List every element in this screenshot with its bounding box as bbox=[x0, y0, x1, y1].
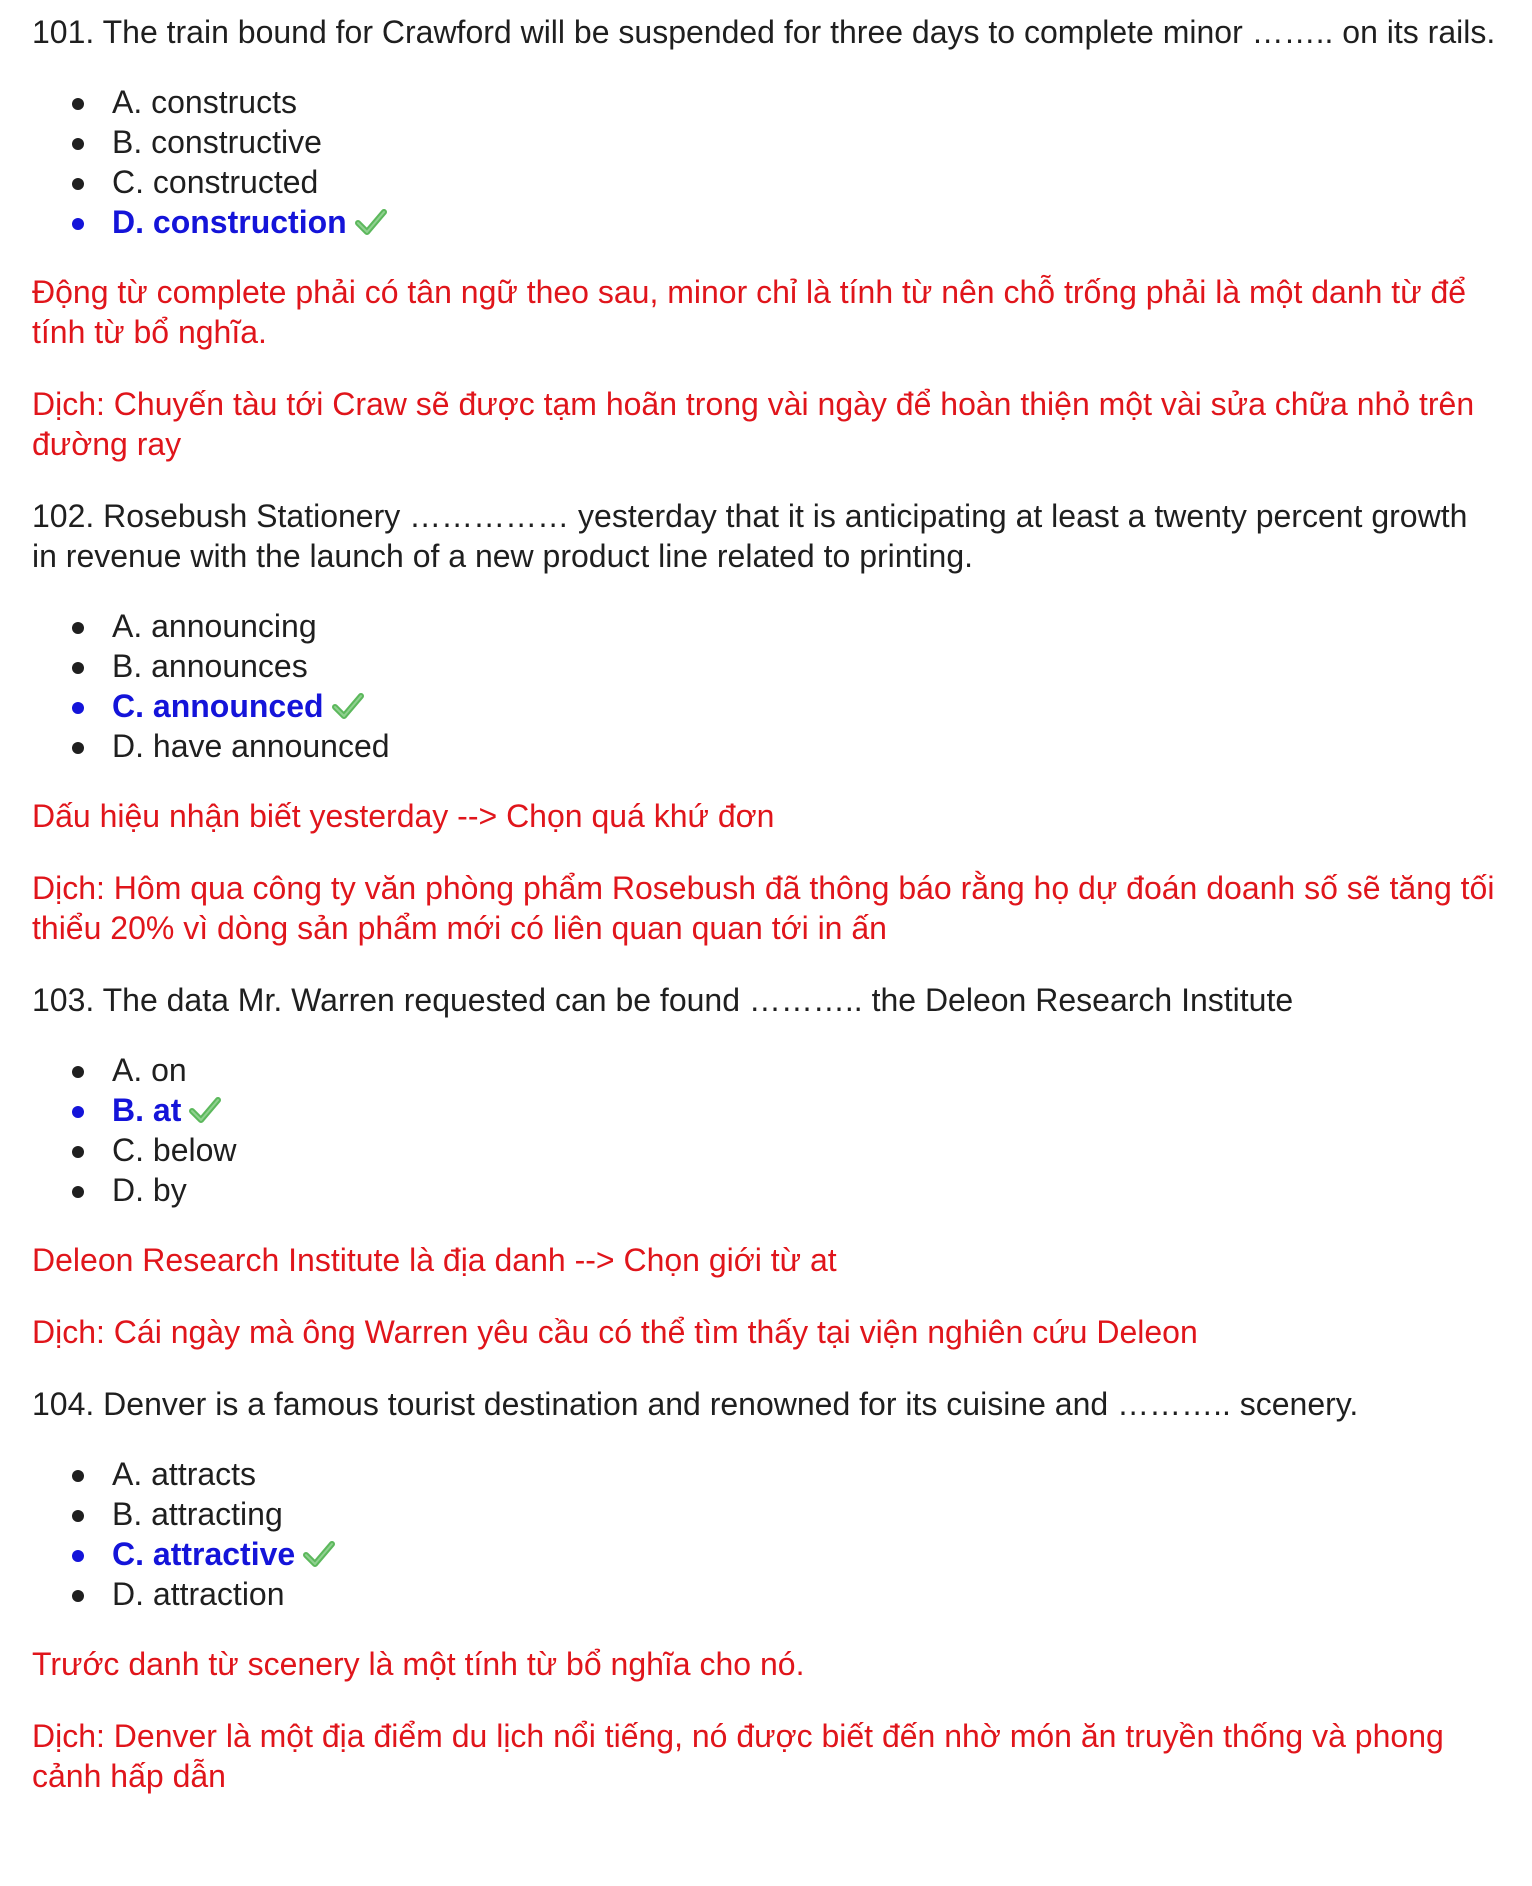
option-list bbox=[32, 82, 1500, 242]
translation: Dịch: Hôm qua công ty văn phòng phẩm Rosebush đã thông báo rằng họ dự đoán doanh số sẽ tăng tối thiểu 20% vì dòng sản phẩm mới có liên quan quan tới in ấn bbox=[32, 870, 1495, 946]
option-a bbox=[112, 1050, 1500, 1090]
explanation: Dấu hiệu nhận biết yesterday --> Chọn quá khứ đơn bbox=[32, 798, 775, 834]
option-label: B. constructive bbox=[112, 124, 322, 160]
question-text: 101. The train bound for Crawford will be suspended for three days to complete minor …….. on its rails. bbox=[32, 14, 1496, 50]
question-103 bbox=[32, 980, 1500, 1352]
option-label: D. have announced bbox=[112, 728, 390, 764]
translation: Dịch: Cái ngày mà ông Warren yêu cầu có thể tìm thấy tại viện nghiên cứu Deleon bbox=[32, 1314, 1198, 1350]
option-label: C. announced bbox=[112, 688, 324, 724]
option-label: C. constructed bbox=[112, 164, 319, 200]
option-label: A. attracts bbox=[112, 1456, 257, 1492]
option-b bbox=[112, 1494, 1500, 1534]
option-a bbox=[112, 1454, 1500, 1494]
check-icon bbox=[332, 692, 364, 720]
option-d bbox=[112, 1170, 1500, 1210]
option-c-correct bbox=[112, 1534, 1500, 1574]
translation: Dịch: Denver là một địa điểm du lịch nổi tiếng, nó được biết đến nhờ món ăn truyền thống và phong cảnh hấp dẫn bbox=[32, 1718, 1444, 1794]
option-label: D. by bbox=[112, 1172, 187, 1208]
check-icon bbox=[355, 208, 387, 236]
explanation: Trước danh từ scenery là một tính từ bổ nghĩa cho nó. bbox=[32, 1646, 805, 1682]
option-list bbox=[32, 1454, 1500, 1614]
option-label: B. attracting bbox=[112, 1496, 283, 1532]
option-b bbox=[112, 122, 1500, 162]
option-c bbox=[112, 1130, 1500, 1170]
option-label: A. on bbox=[112, 1052, 187, 1088]
option-label: A. constructs bbox=[112, 84, 297, 120]
translation: Dịch: Chuyến tàu tới Craw sẽ được tạm hoãn trong vài ngày để hoàn thiện một vài sửa chữa nhỏ trên đường ray bbox=[32, 386, 1475, 462]
check-icon bbox=[189, 1096, 221, 1124]
question-text: 104. Denver is a famous tourist destination and renowned for its cuisine and ……….. scenery. bbox=[32, 1386, 1359, 1422]
option-a bbox=[112, 82, 1500, 122]
question-text: 102. Rosebush Stationery …………… yesterday that it is anticipating at least a twenty percent growth in revenue with the launch of a new product line related to printing. bbox=[32, 498, 1468, 574]
option-label: B. at bbox=[112, 1092, 182, 1128]
question-text: 103. The data Mr. Warren requested can be found ……….. the Deleon Research Institute bbox=[32, 982, 1294, 1018]
option-c-correct bbox=[112, 686, 1500, 726]
option-list bbox=[32, 1050, 1500, 1210]
question-104 bbox=[32, 1384, 1500, 1796]
check-icon bbox=[303, 1540, 335, 1568]
option-a bbox=[112, 606, 1500, 646]
question-101 bbox=[32, 12, 1500, 464]
question-102 bbox=[32, 496, 1500, 948]
option-list bbox=[32, 606, 1500, 766]
option-d-correct bbox=[112, 202, 1500, 242]
option-label: A. announcing bbox=[112, 608, 317, 644]
option-label: D. attraction bbox=[112, 1576, 285, 1612]
option-d bbox=[112, 726, 1500, 766]
explanation: Động từ complete phải có tân ngữ theo sau, minor chỉ là tính từ nên chỗ trống phải là một danh từ để tính từ bổ nghĩa. bbox=[32, 274, 1467, 350]
explanation: Deleon Research Institute là địa danh --> Chọn giới từ at bbox=[32, 1242, 837, 1278]
option-d bbox=[112, 1574, 1500, 1614]
option-b bbox=[112, 646, 1500, 686]
option-label: C. below bbox=[112, 1132, 237, 1168]
option-b-correct bbox=[112, 1090, 1500, 1130]
option-label: D. construction bbox=[112, 204, 347, 240]
option-c bbox=[112, 162, 1500, 202]
option-label: B. announces bbox=[112, 648, 308, 684]
option-label: C. attractive bbox=[112, 1536, 296, 1572]
